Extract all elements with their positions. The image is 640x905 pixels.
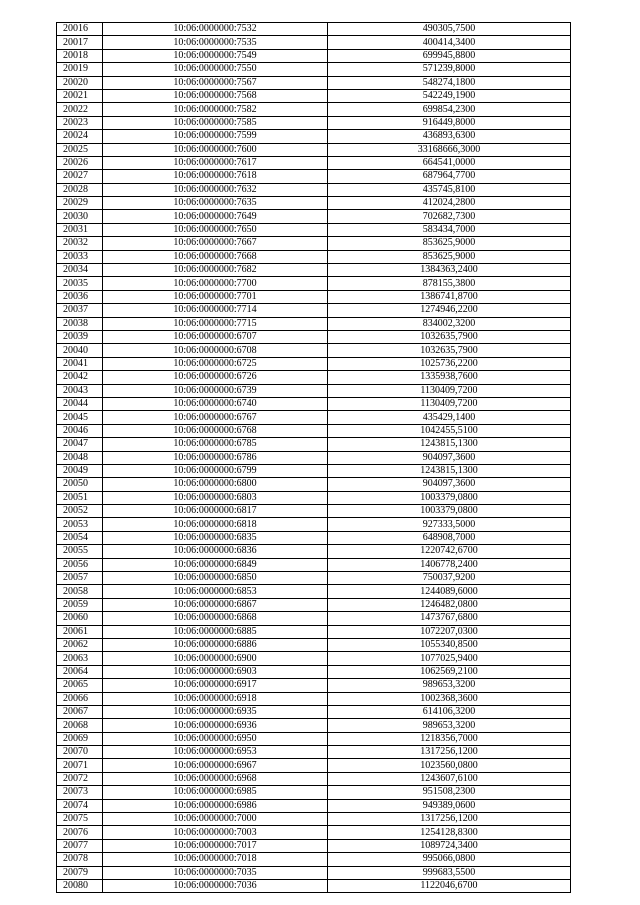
cadastral-number-cell: 10:06:0000000:6917 [103,679,328,692]
cadastral-number-cell: 10:06:0000000:6950 [103,732,328,745]
row-number-cell: 20079 [57,866,103,879]
table-row [57,23,571,36]
table-row [57,705,571,718]
cadastral-number-cell: 10:06:0000000:6803 [103,491,328,504]
cadastral-value-cell: 1254128,8300 [328,826,571,839]
table-row [57,638,571,651]
row-number-cell: 20031 [57,223,103,236]
table-row [57,438,571,451]
cadastral-value-cell: 699945,8800 [328,49,571,62]
cadastral-number-cell: 10:06:0000000:6918 [103,692,328,705]
cadastral-value-cell: 1406778,2400 [328,558,571,571]
cadastral-number-cell: 10:06:0000000:6786 [103,451,328,464]
cadastral-value-cell: 664541,0000 [328,156,571,169]
row-number-cell: 20057 [57,572,103,585]
cadastral-number-cell: 10:06:0000000:6935 [103,705,328,718]
cadastral-number-cell: 10:06:0000000:7700 [103,277,328,290]
cadastral-number-cell: 10:06:0000000:7000 [103,813,328,826]
cadastral-number-cell: 10:06:0000000:6817 [103,505,328,518]
table-row [57,264,571,277]
cadastral-number-cell: 10:06:0000000:6953 [103,746,328,759]
row-number-cell: 20076 [57,826,103,839]
cadastral-number-cell: 10:06:0000000:7714 [103,304,328,317]
table-row [57,826,571,839]
row-number-cell: 20073 [57,786,103,799]
table-row [57,411,571,424]
table-row [57,491,571,504]
row-number-cell: 20032 [57,237,103,250]
table-row [57,103,571,116]
table-row [57,63,571,76]
row-number-cell: 20055 [57,545,103,558]
cadastral-number-cell: 10:06:0000000:7682 [103,264,328,277]
cadastral-value-cell: 1317256,1200 [328,746,571,759]
cadastral-value-cell: 1317256,1200 [328,813,571,826]
cadastral-value-cell: 1243607,6100 [328,772,571,785]
cadastral-number-cell: 10:06:0000000:7532 [103,23,328,36]
table-row [57,558,571,571]
row-number-cell: 20023 [57,116,103,129]
table-row [57,652,571,665]
cadastral-value-cell: 989653,3200 [328,719,571,732]
cadastral-value-cell: 1130409,7200 [328,397,571,410]
row-number-cell: 20039 [57,330,103,343]
cadastral-value-cell: 1122046,6700 [328,880,571,893]
cadastral-value-cell: 1032635,7900 [328,330,571,343]
cadastral-value-cell: 1003379,0800 [328,505,571,518]
cadastral-value-cell: 1473767,6800 [328,612,571,625]
cadastral-number-cell: 10:06:0000000:6867 [103,598,328,611]
table-row [57,799,571,812]
cadastral-number-cell: 10:06:0000000:7599 [103,130,328,143]
table-row [57,518,571,531]
cadastral-number-cell: 10:06:0000000:6785 [103,438,328,451]
table-row [57,598,571,611]
table-row [57,585,571,598]
row-number-cell: 20074 [57,799,103,812]
row-number-cell: 20019 [57,63,103,76]
row-number-cell: 20059 [57,598,103,611]
cadastral-value-cell: 1244089,6000 [328,585,571,598]
cadastral-value-cell: 878155,3800 [328,277,571,290]
cadastral-number-cell: 10:06:0000000:6853 [103,585,328,598]
row-number-cell: 20047 [57,438,103,451]
cadastral-value-cell: 916449,8000 [328,116,571,129]
cadastral-value-cell: 834002,3200 [328,317,571,330]
cadastral-value-cell: 412024,2800 [328,197,571,210]
row-number-cell: 20058 [57,585,103,598]
cadastral-value-cell: 999683,5500 [328,866,571,879]
table-row [57,612,571,625]
cadastral-value-cell: 853625,9000 [328,250,571,263]
cadastral-number-cell: 10:06:0000000:7550 [103,63,328,76]
row-number-cell: 20037 [57,304,103,317]
table-row [57,317,571,330]
cadastral-value-cell: 1025736,2200 [328,357,571,370]
row-number-cell: 20056 [57,558,103,571]
table-row [57,424,571,437]
row-number-cell: 20060 [57,612,103,625]
table-row [57,290,571,303]
cadastral-value-cell: 927333,5000 [328,518,571,531]
cadastral-number-cell: 10:06:0000000:6903 [103,665,328,678]
row-number-cell: 20053 [57,518,103,531]
cadastral-value-cell: 951508,2300 [328,786,571,799]
cadastral-value-cell: 1130409,7200 [328,384,571,397]
cadastral-number-cell: 10:06:0000000:6726 [103,371,328,384]
row-number-cell: 20030 [57,210,103,223]
table-row [57,304,571,317]
cadastral-number-cell: 10:06:0000000:7667 [103,237,328,250]
table-row [57,665,571,678]
row-number-cell: 20052 [57,505,103,518]
table-row [57,692,571,705]
row-number-cell: 20044 [57,397,103,410]
table-row [57,772,571,785]
row-number-cell: 20078 [57,853,103,866]
table-row [57,880,571,893]
cadastral-number-cell: 10:06:0000000:7668 [103,250,328,263]
cadastral-value-cell: 435745,8100 [328,183,571,196]
table-row [57,143,571,156]
table-row [57,170,571,183]
cadastral-value-cell: 1274946,2200 [328,304,571,317]
cadastral-number-cell: 10:06:0000000:7701 [103,290,328,303]
cadastral-number-cell: 10:06:0000000:6836 [103,545,328,558]
cadastral-value-cell: 1220742,6700 [328,545,571,558]
cadastral-number-cell: 10:06:0000000:6818 [103,518,328,531]
cadastral-number-cell: 10:06:0000000:7568 [103,89,328,102]
row-number-cell: 20065 [57,679,103,692]
table-row [57,572,571,585]
cadastral-value-cell: 989653,3200 [328,679,571,692]
table-row [57,277,571,290]
cadastral-value-cell: 1062569,2100 [328,665,571,678]
table-row [57,183,571,196]
cadastral-number-cell: 10:06:0000000:6725 [103,357,328,370]
table-row [57,625,571,638]
row-number-cell: 20024 [57,130,103,143]
table-row [57,130,571,143]
cadastral-value-cell: 687964,7700 [328,170,571,183]
row-number-cell: 20020 [57,76,103,89]
cadastral-number-cell: 10:06:0000000:6799 [103,464,328,477]
row-number-cell: 20017 [57,36,103,49]
table-row [57,505,571,518]
table-row [57,76,571,89]
row-number-cell: 20042 [57,371,103,384]
cadastral-number-cell: 10:06:0000000:7036 [103,880,328,893]
cadastral-value-table [56,22,571,893]
cadastral-number-cell: 10:06:0000000:7649 [103,210,328,223]
table-row [57,330,571,343]
table-row [57,116,571,129]
row-number-cell: 20070 [57,746,103,759]
row-number-cell: 20062 [57,638,103,651]
row-number-cell: 20072 [57,772,103,785]
cadastral-value-cell: 1042455,5100 [328,424,571,437]
table-row [57,531,571,544]
cadastral-value-cell: 699854,2300 [328,103,571,116]
cadastral-value-cell: 436893,6300 [328,130,571,143]
cadastral-number-cell: 10:06:0000000:6967 [103,759,328,772]
cadastral-number-cell: 10:06:0000000:7618 [103,170,328,183]
cadastral-value-cell: 583434,7000 [328,223,571,236]
cadastral-number-cell: 10:06:0000000:7715 [103,317,328,330]
cadastral-number-cell: 10:06:0000000:6886 [103,638,328,651]
row-number-cell: 20050 [57,478,103,491]
cadastral-value-cell: 571239,8000 [328,63,571,76]
row-number-cell: 20041 [57,357,103,370]
row-number-cell: 20027 [57,170,103,183]
row-number-cell: 20051 [57,491,103,504]
table-row [57,397,571,410]
cadastral-value-cell: 614106,3200 [328,705,571,718]
cadastral-number-cell: 10:06:0000000:6849 [103,558,328,571]
cadastral-value-cell: 750037,9200 [328,572,571,585]
cadastral-number-cell: 10:06:0000000:6900 [103,652,328,665]
row-number-cell: 20021 [57,89,103,102]
row-number-cell: 20040 [57,344,103,357]
row-number-cell: 20048 [57,451,103,464]
row-number-cell: 20077 [57,839,103,852]
row-number-cell: 20033 [57,250,103,263]
row-number-cell: 20038 [57,317,103,330]
cadastral-value-cell: 1023560,0800 [328,759,571,772]
table-row [57,89,571,102]
table-row [57,156,571,169]
table-row [57,384,571,397]
table-row [57,344,571,357]
cadastral-number-cell: 10:06:0000000:6985 [103,786,328,799]
cadastral-number-cell: 10:06:0000000:7617 [103,156,328,169]
row-number-cell: 20018 [57,49,103,62]
cadastral-value-cell: 33168666,3000 [328,143,571,156]
cadastral-value-cell: 435429,1400 [328,411,571,424]
cadastral-number-cell: 10:06:0000000:7535 [103,36,328,49]
row-number-cell: 20036 [57,290,103,303]
table-row [57,464,571,477]
table-row [57,786,571,799]
cadastral-number-cell: 10:06:0000000:7582 [103,103,328,116]
table-row [57,732,571,745]
cadastral-value-cell: 949389,0600 [328,799,571,812]
cadastral-value-cell: 1243815,1300 [328,438,571,451]
cadastral-number-cell: 10:06:0000000:7635 [103,197,328,210]
cadastral-value-cell: 1072207,0300 [328,625,571,638]
row-number-cell: 20054 [57,531,103,544]
cadastral-value-cell: 1335938,7600 [328,371,571,384]
row-number-cell: 20034 [57,264,103,277]
row-number-cell: 20061 [57,625,103,638]
cadastral-number-cell: 10:06:0000000:7600 [103,143,328,156]
cadastral-value-cell: 995066,0800 [328,853,571,866]
table-row [57,853,571,866]
cadastral-value-cell: 490305,7500 [328,23,571,36]
cadastral-number-cell: 10:06:0000000:6767 [103,411,328,424]
cadastral-value-cell: 853625,9000 [328,237,571,250]
cadastral-number-cell: 10:06:0000000:7003 [103,826,328,839]
row-number-cell: 20075 [57,813,103,826]
row-number-cell: 20071 [57,759,103,772]
cadastral-number-cell: 10:06:0000000:7549 [103,49,328,62]
cadastral-number-cell: 10:06:0000000:6707 [103,330,328,343]
cadastral-value-cell: 1002368,3600 [328,692,571,705]
cadastral-value-cell: 904097,3600 [328,478,571,491]
row-number-cell: 20025 [57,143,103,156]
cadastral-value-cell: 702682,7300 [328,210,571,223]
table-row [57,866,571,879]
table-row [57,237,571,250]
table-body [57,23,571,893]
cadastral-value-cell: 1384363,2400 [328,264,571,277]
cadastral-number-cell: 10:06:0000000:7035 [103,866,328,879]
cadastral-value-cell: 542249,1900 [328,89,571,102]
table-row [57,719,571,732]
cadastral-number-cell: 10:06:0000000:6968 [103,772,328,785]
row-number-cell: 20063 [57,652,103,665]
table-row [57,545,571,558]
row-number-cell: 20080 [57,880,103,893]
table-row [57,250,571,263]
row-number-cell: 20028 [57,183,103,196]
cadastral-number-cell: 10:06:0000000:6850 [103,572,328,585]
cadastral-number-cell: 10:06:0000000:6800 [103,478,328,491]
row-number-cell: 20049 [57,464,103,477]
table-row [57,679,571,692]
cadastral-value-cell: 1003379,0800 [328,491,571,504]
cadastral-number-cell: 10:06:0000000:7018 [103,853,328,866]
cadastral-number-cell: 10:06:0000000:7632 [103,183,328,196]
cadastral-number-cell: 10:06:0000000:7567 [103,76,328,89]
cadastral-number-cell: 10:06:0000000:7017 [103,839,328,852]
table-row [57,839,571,852]
cadastral-value-cell: 1246482,0800 [328,598,571,611]
table-row [57,451,571,464]
cadastral-value-cell: 1243815,1300 [328,464,571,477]
row-number-cell: 20064 [57,665,103,678]
cadastral-value-cell: 1089724,3400 [328,839,571,852]
cadastral-value-cell: 1218356,7000 [328,732,571,745]
cadastral-number-cell: 10:06:0000000:6986 [103,799,328,812]
cadastral-number-cell: 10:06:0000000:6885 [103,625,328,638]
row-number-cell: 20043 [57,384,103,397]
table-row [57,746,571,759]
table-row [57,223,571,236]
cadastral-value-cell: 1386741,8700 [328,290,571,303]
cadastral-number-cell: 10:06:0000000:6740 [103,397,328,410]
row-number-cell: 20068 [57,719,103,732]
cadastral-value-cell: 648908,7000 [328,531,571,544]
table-row [57,210,571,223]
cadastral-number-cell: 10:06:0000000:7650 [103,223,328,236]
row-number-cell: 20029 [57,197,103,210]
table-row [57,478,571,491]
row-number-cell: 20026 [57,156,103,169]
row-number-cell: 20035 [57,277,103,290]
cadastral-number-cell: 10:06:0000000:6936 [103,719,328,732]
row-number-cell: 20066 [57,692,103,705]
row-number-cell: 20067 [57,705,103,718]
table-row [57,197,571,210]
table-row [57,813,571,826]
cadastral-number-cell: 10:06:0000000:6768 [103,424,328,437]
row-number-cell: 20069 [57,732,103,745]
cadastral-number-cell: 10:06:0000000:6708 [103,344,328,357]
cadastral-value-cell: 1055340,8500 [328,638,571,651]
cadastral-number-cell: 10:06:0000000:6835 [103,531,328,544]
cadastral-value-cell: 1032635,7900 [328,344,571,357]
cadastral-value-cell: 904097,3600 [328,451,571,464]
cadastral-number-cell: 10:06:0000000:6739 [103,384,328,397]
table-row [57,357,571,370]
cadastral-value-cell: 548274,1800 [328,76,571,89]
table-row [57,759,571,772]
table-row [57,49,571,62]
table-row [57,371,571,384]
cadastral-number-cell: 10:06:0000000:6868 [103,612,328,625]
row-number-cell: 20046 [57,424,103,437]
row-number-cell: 20022 [57,103,103,116]
cadastral-value-cell: 1077025,9400 [328,652,571,665]
cadastral-value-cell: 400414,3400 [328,36,571,49]
row-number-cell: 20016 [57,23,103,36]
cadastral-number-cell: 10:06:0000000:7585 [103,116,328,129]
row-number-cell: 20045 [57,411,103,424]
table-row [57,36,571,49]
